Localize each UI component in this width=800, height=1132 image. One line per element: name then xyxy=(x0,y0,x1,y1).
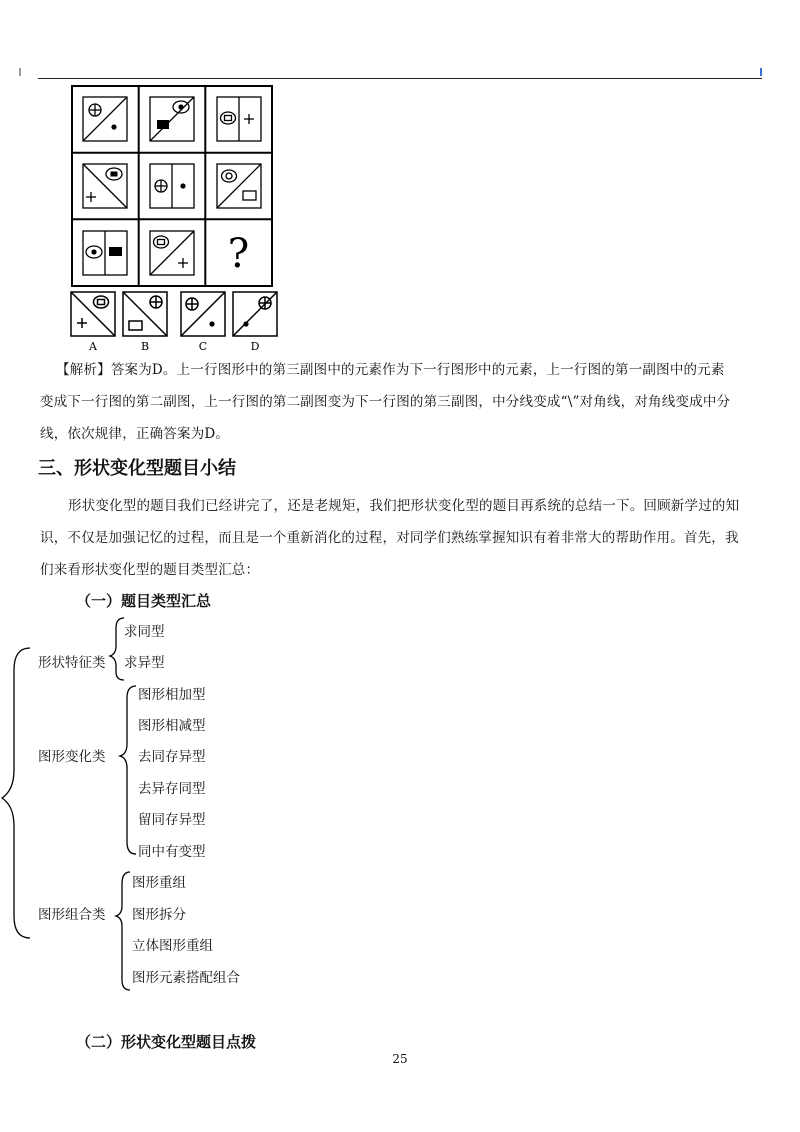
tree-item-qiu-tong: 求同型 xyxy=(124,624,165,640)
brace-shape-combos xyxy=(116,872,130,990)
tree-item-recombine: 图形重组 xyxy=(132,875,186,891)
tree-item-remove-same: 去同存异型 xyxy=(138,749,206,765)
header-left-mark xyxy=(19,68,21,76)
group-label-shape-features: 形状特征类 xyxy=(38,655,106,671)
intro-line-3: 们来看形状变化型的题目类型汇总： xyxy=(40,562,260,578)
analysis-paragraph xyxy=(40,354,762,450)
intro-line-2: 识，不仅是加强记忆的过程，而且是一个重新消化的过程，对同学们熟练掌握知识有着非常大的帮助作用。首先，我 xyxy=(40,530,739,546)
tree-item-keep-same: 留同存异型 xyxy=(138,812,206,828)
tree-item-split: 图形拆分 xyxy=(132,907,186,923)
subsection-heading-2: （二）形状变化型题目点拨 xyxy=(76,1033,257,1051)
group-label-shape-changes: 图形变化类 xyxy=(38,749,106,765)
analysis-tag: 【解析】 xyxy=(56,362,111,378)
option-label-c: C xyxy=(198,340,208,352)
subsection-heading-1: （一）题目类型汇总 xyxy=(76,592,212,610)
grid-cell-1-3 xyxy=(217,97,261,141)
tree-item-qiu-yi: 求异型 xyxy=(124,655,165,671)
option-b-figure xyxy=(123,292,167,336)
group-label-shape-combos: 图形组合类 xyxy=(38,907,106,923)
question-mark: ? xyxy=(227,231,250,277)
option-label-b: B xyxy=(140,340,150,352)
intro-paragraph xyxy=(40,490,762,586)
tree-item-element-matching: 图形元素搭配组合 xyxy=(132,970,240,986)
answer-options-figure xyxy=(68,290,282,352)
analysis-line-1: 答案为D。上一行图形中的第三副图中的元素作为下一行图形中的元素，上一行图的第一副图中的元素 xyxy=(110,362,725,378)
brace-shape-features xyxy=(110,618,124,680)
option-a-figure xyxy=(71,292,115,336)
grid-cell-1-2 xyxy=(150,97,194,141)
tree-item-remove-diff: 去异存同型 xyxy=(138,781,206,797)
grid-cell-2-3 xyxy=(217,164,261,208)
option-d-figure xyxy=(233,292,277,336)
puzzle-grid-figure xyxy=(71,85,273,287)
tree-item-3d-recombine: 立体图形重组 xyxy=(132,938,213,954)
tree-item-same-with-change: 同中有变型 xyxy=(138,844,206,860)
analysis-line-3: 线，依次规律，正确答案为D。 xyxy=(40,426,230,442)
grid-cell-2-2 xyxy=(150,164,194,208)
option-c-figure xyxy=(181,292,225,336)
tree-item-subtract: 图形相减型 xyxy=(138,718,206,734)
header-rule xyxy=(38,78,762,79)
option-label-d: D xyxy=(250,340,260,352)
brace-shape-changes xyxy=(120,686,136,854)
grid-cell-3-1 xyxy=(83,231,127,275)
header-right-mark xyxy=(760,68,762,76)
page-number: 25 xyxy=(392,1052,408,1066)
option-label-a: A xyxy=(89,340,97,352)
tree-item-add: 图形相加型 xyxy=(138,687,206,703)
outer-brace xyxy=(2,648,30,938)
grid-cell-2-1 xyxy=(83,164,127,208)
section-heading: 三、形状变化型题目小结 xyxy=(38,458,236,479)
grid-cell-3-2 xyxy=(150,231,194,275)
grid-cell-1-1 xyxy=(83,97,127,141)
analysis-line-2: 变成下一行图的第二副图，上一行图的第二副图变为下一行图的第三副图，中分线变成“\”对角线，对角线变成中分 xyxy=(40,394,731,410)
intro-line-1: 形状变化型的题目我们已经讲完了，还是老规矩，我们把形状变化型的题目再系统的总结一下。回顾新学过的知 xyxy=(68,498,740,514)
